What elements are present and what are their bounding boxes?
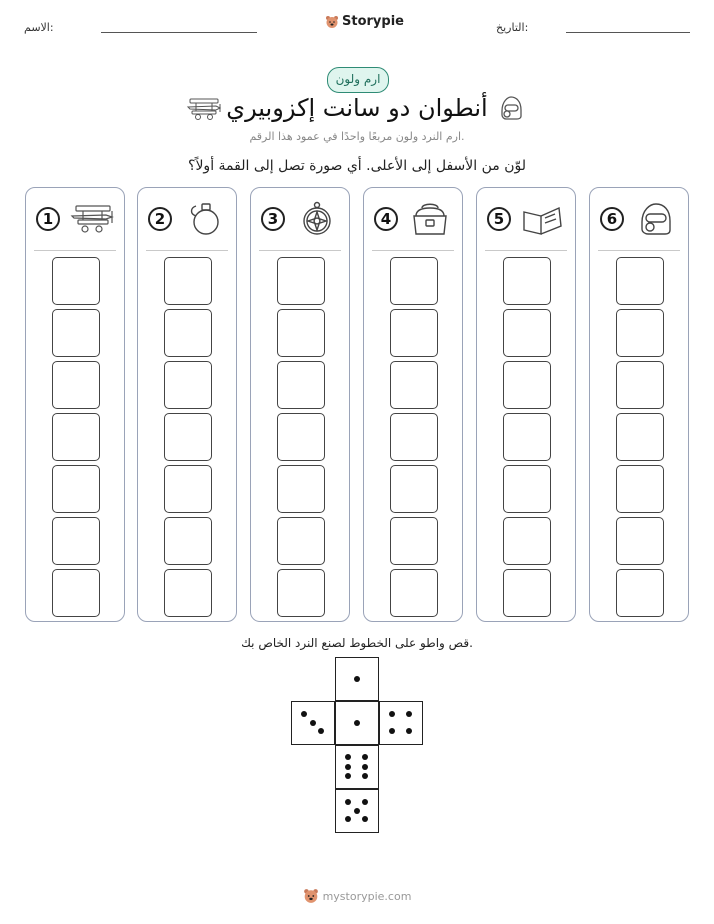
color-square[interactable] [390,413,438,461]
color-square[interactable] [164,361,212,409]
color-square[interactable] [52,413,100,461]
color-square[interactable] [52,361,100,409]
color-square[interactable] [52,257,100,305]
bear-icon [303,888,319,904]
dice-pip [354,676,360,682]
column-number: 5 [487,207,511,231]
name-line [101,32,257,33]
dice-pip [318,728,324,734]
aviator-helmet-icon [634,200,678,238]
color-square[interactable] [503,257,551,305]
color-square[interactable] [503,309,551,357]
column-divider [146,250,228,251]
column-number: 2 [148,207,172,231]
color-square[interactable] [503,465,551,513]
color-square[interactable] [503,517,551,565]
color-square[interactable] [616,257,664,305]
color-square[interactable] [277,517,325,565]
column-header [590,188,688,250]
color-square[interactable] [503,361,551,409]
dice-pip [301,711,307,717]
dice-pip [345,764,351,770]
date-label: التاريخ: [496,21,529,34]
color-square[interactable] [616,517,664,565]
satchel-icon [408,200,452,238]
color-square[interactable] [52,517,100,565]
color-square[interactable] [390,465,438,513]
color-square[interactable] [164,517,212,565]
color-square[interactable] [616,569,664,617]
color-square[interactable] [616,413,664,461]
dice-pip [362,764,368,770]
dice-pip [354,808,360,814]
dice-pip [406,728,412,734]
dice-pip [345,816,351,822]
dice-pip [389,711,395,717]
color-square[interactable] [52,465,100,513]
date-line [566,32,690,33]
brand-logo [325,14,404,29]
instruction: لوّن من الأسفل إلى الأعلى. أي صورة تصل إلى القمة أولاً؟ [188,158,526,174]
column-number: 6 [600,207,624,231]
biplane-icon [70,200,114,238]
dice-face-3 [291,701,335,745]
column-header [364,188,462,250]
dice-pip [389,728,395,734]
color-square[interactable] [390,257,438,305]
column-header [26,188,124,250]
color-square[interactable] [390,361,438,409]
dice-pip [406,711,412,717]
column-number: 3 [261,207,285,231]
column-5 [476,187,576,622]
color-square[interactable] [277,465,325,513]
dice-pip [310,720,316,726]
column-2 [137,187,237,622]
dice-pip [362,799,368,805]
brand-name: Storypie [342,14,404,29]
flask-icon [182,200,226,238]
color-square[interactable] [616,309,664,357]
color-square[interactable] [277,361,325,409]
color-square[interactable] [164,413,212,461]
column-divider [259,250,341,251]
color-square[interactable] [390,569,438,617]
column-4 [363,187,463,622]
footer-url: mystorypie.com [322,889,412,903]
dice-face-6 [335,745,379,789]
column-6 [589,187,689,622]
page-title: أنطوان دو سانت إكزوبيري [226,94,488,122]
column-3 [250,187,350,622]
dice-face-1 [335,701,379,745]
column-number: 1 [36,207,60,231]
dice-pip [354,720,360,726]
aviator-helmet-icon [496,93,526,123]
color-square[interactable] [164,257,212,305]
cut-instruction: قص واطو على الخطوط لصنع النرد الخاص بك. [241,636,473,650]
column-divider [372,250,454,251]
color-square[interactable] [277,569,325,617]
dice-face-4 [379,701,423,745]
color-square[interactable] [164,309,212,357]
dice-face-1 [335,657,379,701]
subtitle: ارم النرد ولون مربعًا واحدًا في عمود هذا الرقم. [249,130,465,143]
dice-pip [345,799,351,805]
color-square[interactable] [390,309,438,357]
column-header [251,188,349,250]
bear-icon [325,15,339,29]
color-square[interactable] [503,413,551,461]
dice-pip [362,773,368,779]
color-square[interactable] [390,517,438,565]
column-divider [485,250,567,251]
dice-pip [345,754,351,760]
color-square[interactable] [164,465,212,513]
dice-pip [345,773,351,779]
column-divider [598,250,680,251]
color-square[interactable] [164,569,212,617]
color-square[interactable] [277,257,325,305]
column-divider [34,250,116,251]
color-square[interactable] [616,361,664,409]
column-header [477,188,575,250]
dice-pip [362,754,368,760]
name-label: الاسم: [24,21,54,34]
column-1 [25,187,125,622]
footer [0,888,714,904]
dice-pip [362,816,368,822]
color-square[interactable] [616,465,664,513]
color-square[interactable] [52,569,100,617]
color-square[interactable] [52,309,100,357]
column-header [138,188,236,250]
compass-icon [295,200,339,238]
biplane-icon [186,95,222,123]
column-number: 4 [374,207,398,231]
open-book-icon [521,200,565,238]
color-square[interactable] [277,309,325,357]
color-square[interactable] [277,413,325,461]
activity-badge: ارم ولون [327,67,389,93]
dice-face-5 [335,789,379,833]
color-square[interactable] [503,569,551,617]
